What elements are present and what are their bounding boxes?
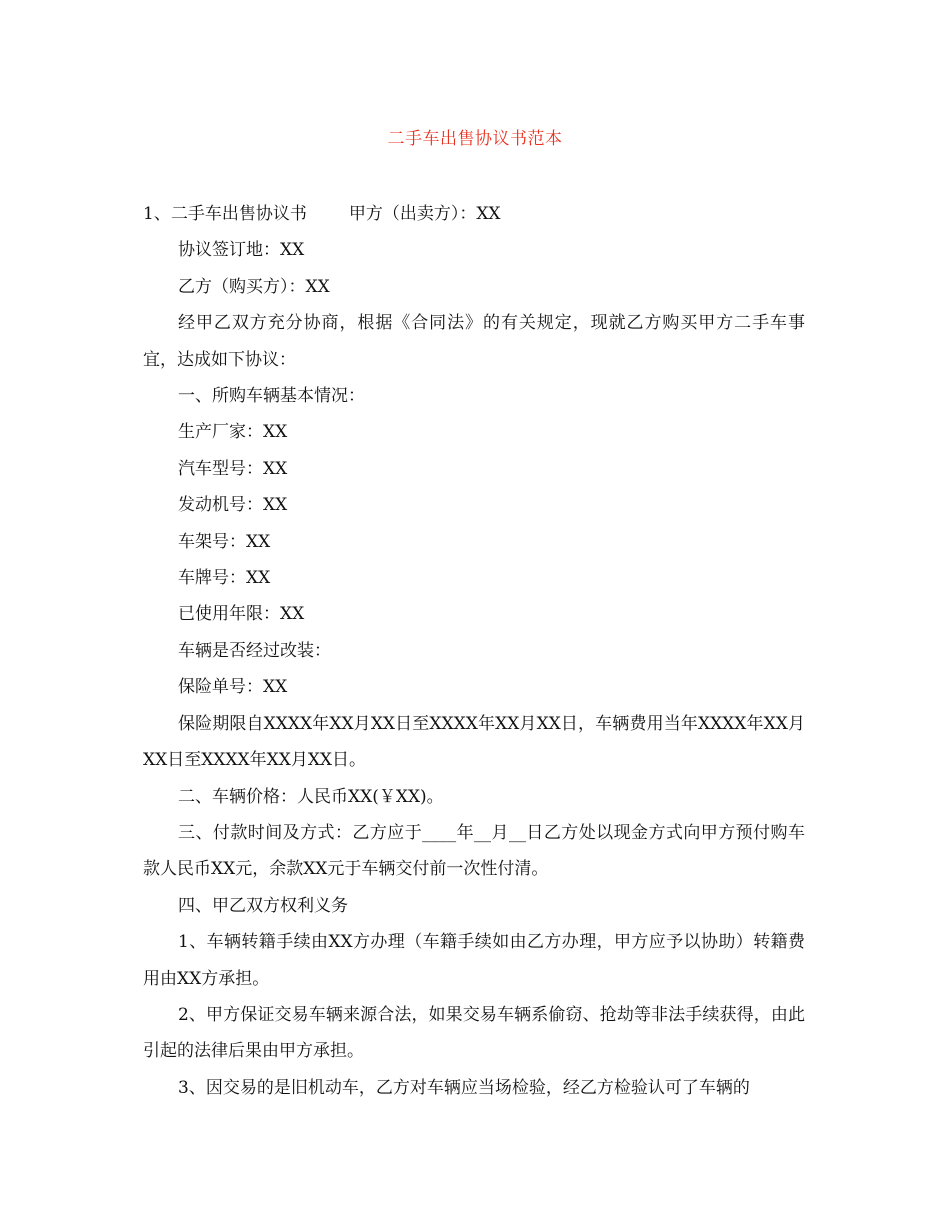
- paragraph-preamble: 经甲乙双方充分协商，根据《合同法》的有关规定，现就乙方购买甲方二手车事宜，达成如下协议：: [143, 313, 805, 370]
- field-insurance-number: 保险单号：XX: [178, 677, 288, 698]
- field-modified: 车辆是否经过改装：: [178, 640, 331, 661]
- document-body: [143, 196, 805, 1106]
- section-price: 二、车辆价格：人民币XX(￥XX)。: [178, 786, 444, 807]
- section-payment: 三、付款时间及方式：乙方应于____年__月__日乙方处以现金方式向甲方预付购车款人民币XX元，余款XX元于车辆交付前一次性付清。: [143, 822, 805, 880]
- clause-2: 2、甲方保证交易车辆来源合法，如果交易车辆系偷窃、抢劫等非法手续获得，由此引起的法律后果由甲方承担。: [143, 1004, 805, 1062]
- paragraph-party-b: 乙方（购买方）：XX: [178, 276, 330, 297]
- field-plate-number: 车牌号：XX: [178, 568, 271, 589]
- field-frame-number: 车架号：XX: [178, 531, 271, 552]
- clause-1: 1、车辆转籍手续由XX方办理（车籍手续如由乙方办理，甲方应予以协助）转籍费用由XX方承担。: [143, 932, 805, 989]
- first-line: [143, 196, 805, 232]
- section-vehicle-info: 一、所购车辆基本情况：: [178, 386, 365, 407]
- document-title: 二手车出售协议书范本: [387, 129, 563, 149]
- agreement-heading: 1、二手车出售协议书: [143, 204, 307, 224]
- field-engine-number: 发动机号：XX: [178, 495, 288, 516]
- party-a-line: 甲方（出卖方）：XX: [348, 204, 501, 224]
- paragraph-insurance-period: 保险期限自XXXX年XX月XX日至XXXX年XX月XX日，车辆费用当年XXXX年XX月XX日至XXXX年XX月XX日。: [143, 713, 805, 771]
- paragraph-signing-place: 协议签订地：XX: [178, 240, 305, 261]
- section-rights: 四、甲乙双方权利义务: [178, 895, 348, 916]
- field-model: 汽车型号：XX: [178, 458, 288, 479]
- field-years-used: 已使用年限：XX: [178, 604, 305, 625]
- field-manufacturer: 生产厂家：XX: [178, 422, 288, 443]
- clause-3: 3、因交易的是旧机动车，乙方对车辆应当场检验，经乙方检验认可了车辆的: [178, 1077, 750, 1098]
